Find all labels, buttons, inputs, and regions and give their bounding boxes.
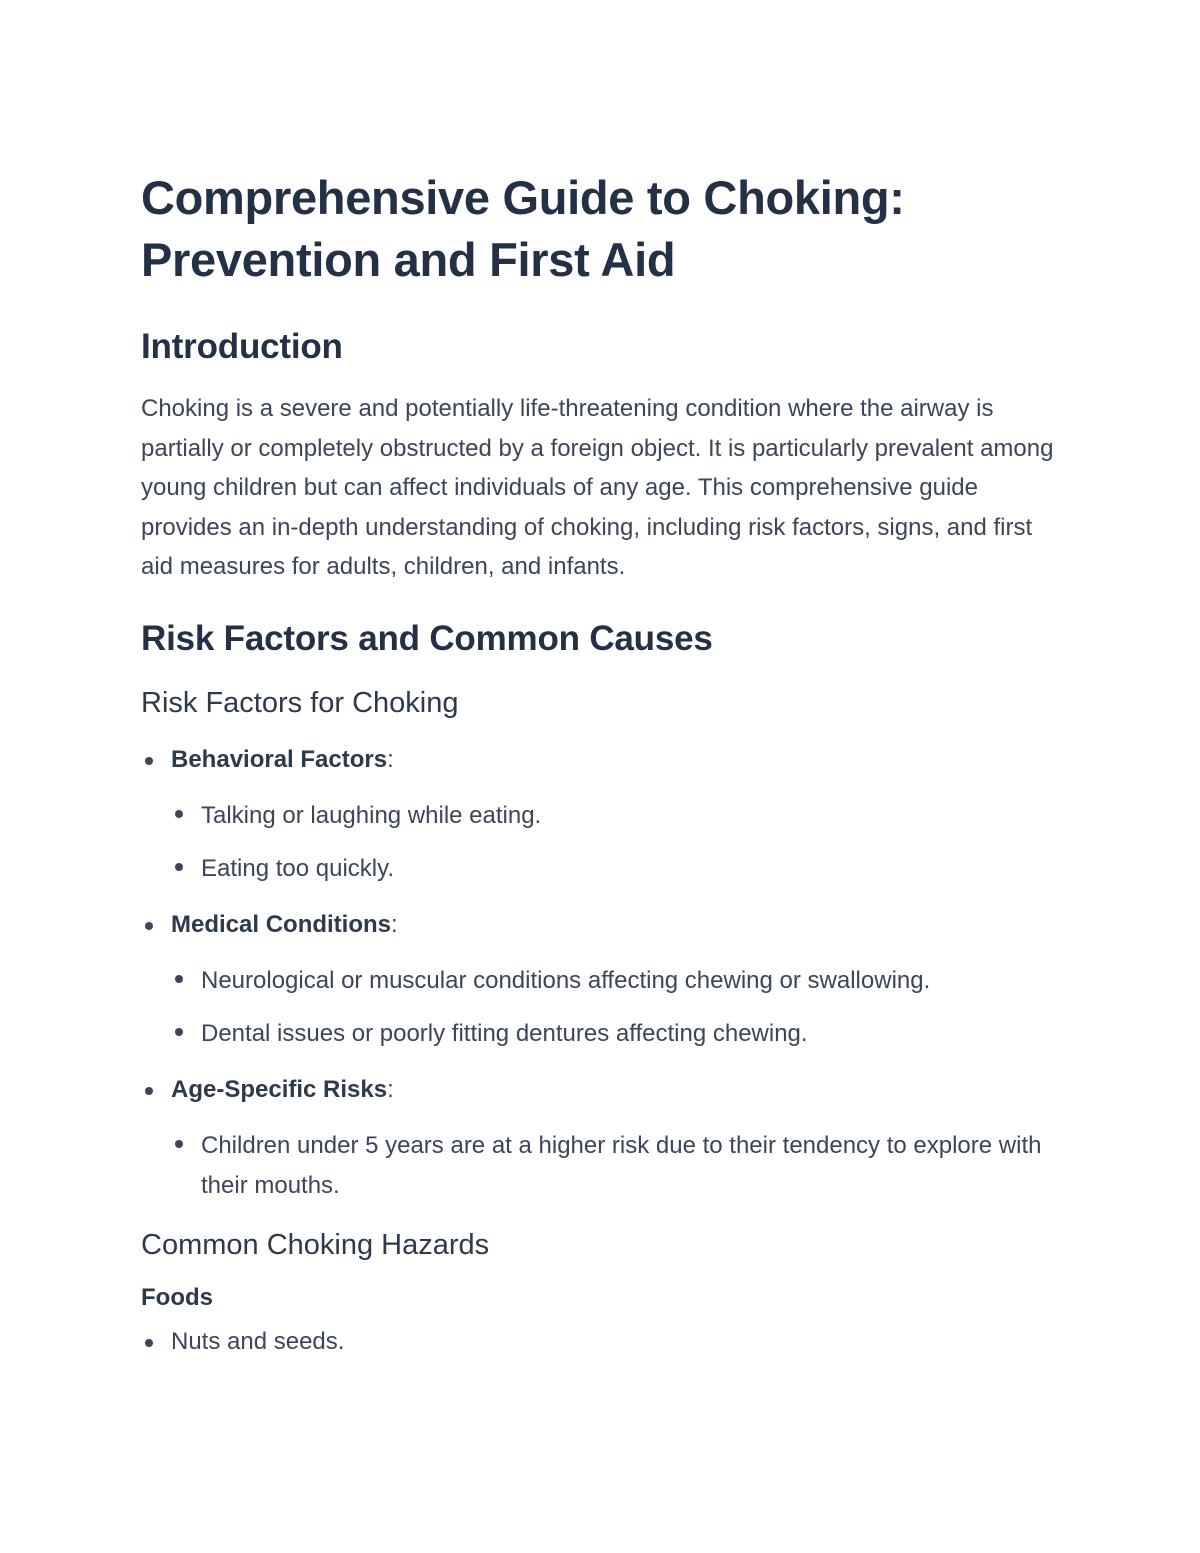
- list-item-suffix: :: [387, 1075, 394, 1103]
- sub-list: [171, 796, 1060, 889]
- list-item: [141, 1325, 1060, 1359]
- sub-list-item-text: Children under 5 years are at a higher risk due to their tendency to explore with their mouths.: [201, 1131, 1042, 1199]
- list-item-behavioral-factors: [141, 743, 1060, 889]
- risk-factors-heading: Risk Factors for Choking: [141, 686, 459, 719]
- sub-list-item: [171, 796, 1060, 836]
- list-item-medical-conditions: [141, 908, 1060, 1054]
- sub-list-item-text: Talking or laughing while eating.: [201, 801, 542, 829]
- sub-list-item: [171, 849, 1060, 889]
- sub-list-item-text: Neurological or muscular conditions affecting chewing or swallowing.: [201, 966, 931, 994]
- bullet-icon: [175, 810, 183, 818]
- sub-list: [171, 961, 1060, 1054]
- sub-list-item: [171, 961, 1060, 1001]
- sub-list: [171, 1126, 1060, 1206]
- list-item-label: Behavioral Factors: [171, 745, 388, 773]
- risk-section-heading: Risk Factors and Common Causes: [141, 618, 713, 658]
- foods-list: [141, 1325, 1060, 1359]
- sub-list-item: [171, 1014, 1060, 1054]
- sub-list-item-text: Dental issues or poorly fitting dentures affecting chewing.: [201, 1019, 808, 1047]
- bullet-icon: [145, 1339, 153, 1347]
- bullet-icon: [175, 863, 183, 871]
- risk-factors-list: [141, 743, 1060, 1206]
- bullet-icon: [145, 757, 153, 765]
- list-item-label: Medical Conditions: [171, 910, 392, 938]
- list-item-label: Age-Specific Risks: [171, 1075, 388, 1103]
- foods-heading: Foods: [141, 1283, 213, 1311]
- bullet-icon: [175, 1140, 183, 1148]
- list-item-text: Nuts and seeds.: [171, 1327, 345, 1355]
- introduction-heading: Introduction: [141, 327, 343, 366]
- bullet-icon: [145, 922, 153, 930]
- bullet-icon: [145, 1087, 153, 1095]
- bullet-icon: [175, 1028, 183, 1036]
- sub-list-item-text: Eating too quickly.: [201, 854, 394, 882]
- list-item-suffix: :: [387, 745, 394, 773]
- sub-list-item: [171, 1126, 1060, 1206]
- hazards-heading: Common Choking Hazards: [141, 1228, 490, 1261]
- list-item-suffix: :: [391, 910, 398, 938]
- page-title: Comprehensive Guide to Choking: Prevention and First Aid: [141, 171, 905, 286]
- list-item-age-specific-risks: [141, 1073, 1060, 1206]
- introduction-paragraph: Choking is a severe and potentially life-threatening condition where the airway is partially or completely obstructed by a foreign object. It is particularly prevalent among young children but can affect individuals of any age. This comprehensive guide provides an in-depth understanding of choking, including risk factors, signs, and first aid measures for adults, children, and infants.: [141, 395, 1054, 581]
- bullet-icon: [175, 975, 183, 983]
